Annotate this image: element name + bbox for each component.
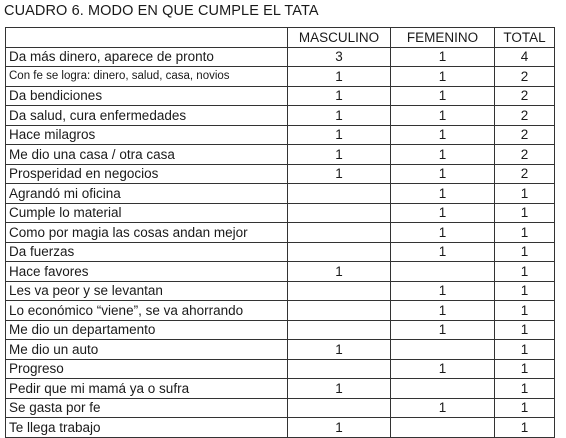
- cell-total: 1: [495, 359, 555, 379]
- table-row: [6, 47, 555, 67]
- cell-femenino: 1: [391, 223, 495, 243]
- cell-masculino: 1: [288, 164, 391, 184]
- cell-total: 1: [495, 281, 555, 301]
- cell-femenino: [391, 379, 495, 399]
- cell-femenino: 1: [391, 301, 495, 321]
- table-row: [6, 359, 555, 379]
- cell-total: 1: [495, 203, 555, 223]
- row-label: Con fe se logra: dinero, salud, casa, novios: [6, 67, 288, 87]
- cell-masculino: 1: [288, 379, 391, 399]
- table-row: [6, 86, 555, 106]
- header-row: [6, 28, 555, 48]
- row-label: Hace milagros: [6, 125, 288, 145]
- cell-masculino: 1: [288, 418, 391, 438]
- row-label: Da fuerzas: [6, 242, 288, 262]
- cell-femenino: 1: [391, 203, 495, 223]
- cell-femenino: 1: [391, 47, 495, 67]
- cell-total: 1: [495, 398, 555, 418]
- cell-masculino: [288, 223, 391, 243]
- cell-femenino: [391, 262, 495, 282]
- cell-total: 1: [495, 301, 555, 321]
- cell-total: 2: [495, 125, 555, 145]
- cell-femenino: [391, 340, 495, 360]
- table-row: [6, 320, 555, 340]
- cell-masculino: [288, 301, 391, 321]
- row-label: Hace favores: [6, 262, 288, 282]
- header-masculino: MASCULINO: [288, 28, 391, 48]
- table-row: [6, 184, 555, 204]
- table-row: [6, 340, 555, 360]
- cell-masculino: 1: [288, 262, 391, 282]
- table-row: [6, 379, 555, 399]
- row-label: Prosperidad en negocios: [6, 164, 288, 184]
- row-label: Les va peor y se levantan: [6, 281, 288, 301]
- cell-masculino: [288, 398, 391, 418]
- cell-masculino: 1: [288, 125, 391, 145]
- row-label: Lo económico “viene”, se va ahorrando: [6, 301, 288, 321]
- cell-total: 2: [495, 67, 555, 87]
- table-row: [6, 398, 555, 418]
- table-row: [6, 242, 555, 262]
- cell-total: 2: [495, 164, 555, 184]
- cell-total: 1: [495, 242, 555, 262]
- row-label: Te llega trabajo: [6, 418, 288, 438]
- row-label: Da más dinero, aparece de pronto: [6, 47, 288, 67]
- data-table: [5, 27, 555, 438]
- table-row: [6, 223, 555, 243]
- cell-masculino: [288, 203, 391, 223]
- cell-total: 1: [495, 418, 555, 438]
- row-label: Progreso: [6, 359, 288, 379]
- cell-total: 1: [495, 340, 555, 360]
- cell-femenino: 1: [391, 242, 495, 262]
- cell-total: 4: [495, 47, 555, 67]
- cell-total: 1: [495, 184, 555, 204]
- table-row: [6, 145, 555, 165]
- row-label: Agrandó mi oficina: [6, 184, 288, 204]
- table-row: [6, 164, 555, 184]
- cell-total: 1: [495, 320, 555, 340]
- table-row: [6, 106, 555, 126]
- row-label: Da bendiciones: [6, 86, 288, 106]
- cell-total: 2: [495, 106, 555, 126]
- row-label: Pedir que mi mamá ya o sufra: [6, 379, 288, 399]
- cell-femenino: 1: [391, 125, 495, 145]
- cell-masculino: 1: [288, 145, 391, 165]
- cell-masculino: 1: [288, 86, 391, 106]
- cell-masculino: [288, 320, 391, 340]
- cell-total: 1: [495, 223, 555, 243]
- row-label: Me dio una casa / otra casa: [6, 145, 288, 165]
- cell-femenino: 1: [391, 320, 495, 340]
- cell-masculino: 1: [288, 106, 391, 126]
- table-row: [6, 203, 555, 223]
- row-label: Se gasta por fe: [6, 398, 288, 418]
- table-row: [6, 125, 555, 145]
- cell-masculino: [288, 281, 391, 301]
- row-label: Como por magia las cosas andan mejor: [6, 223, 288, 243]
- cell-masculino: 1: [288, 340, 391, 360]
- cell-masculino: [288, 184, 391, 204]
- cell-total: 1: [495, 262, 555, 282]
- cell-femenino: 1: [391, 86, 495, 106]
- header-label-cell: [6, 28, 288, 48]
- table-row: [6, 418, 555, 438]
- cell-femenino: 1: [391, 145, 495, 165]
- table-row: [6, 67, 555, 87]
- row-label: Me dio un auto: [6, 340, 288, 360]
- cell-femenino: 1: [391, 281, 495, 301]
- cell-femenino: 1: [391, 67, 495, 87]
- row-label: Cumple lo material: [6, 203, 288, 223]
- cell-masculino: [288, 359, 391, 379]
- cell-masculino: [288, 242, 391, 262]
- cell-masculino: 3: [288, 47, 391, 67]
- cell-femenino: 1: [391, 359, 495, 379]
- cell-total: 2: [495, 145, 555, 165]
- row-label: Da salud, cura enfermedades: [6, 106, 288, 126]
- table-row: [6, 262, 555, 282]
- cell-femenino: 1: [391, 184, 495, 204]
- cell-femenino: 1: [391, 164, 495, 184]
- cell-femenino: 1: [391, 398, 495, 418]
- header-femenino: FEMENINO: [391, 28, 495, 48]
- table-caption: CUADRO 6. MODO EN QUE CUMPLE EL TATA: [4, 3, 319, 19]
- header-total: TOTAL: [495, 28, 555, 48]
- cell-femenino: 1: [391, 106, 495, 126]
- cell-masculino: 1: [288, 67, 391, 87]
- cell-total: 1: [495, 379, 555, 399]
- table-row: [6, 281, 555, 301]
- cell-total: 2: [495, 86, 555, 106]
- cell-femenino: [391, 418, 495, 438]
- row-label: Me dio un departamento: [6, 320, 288, 340]
- table-row: [6, 301, 555, 321]
